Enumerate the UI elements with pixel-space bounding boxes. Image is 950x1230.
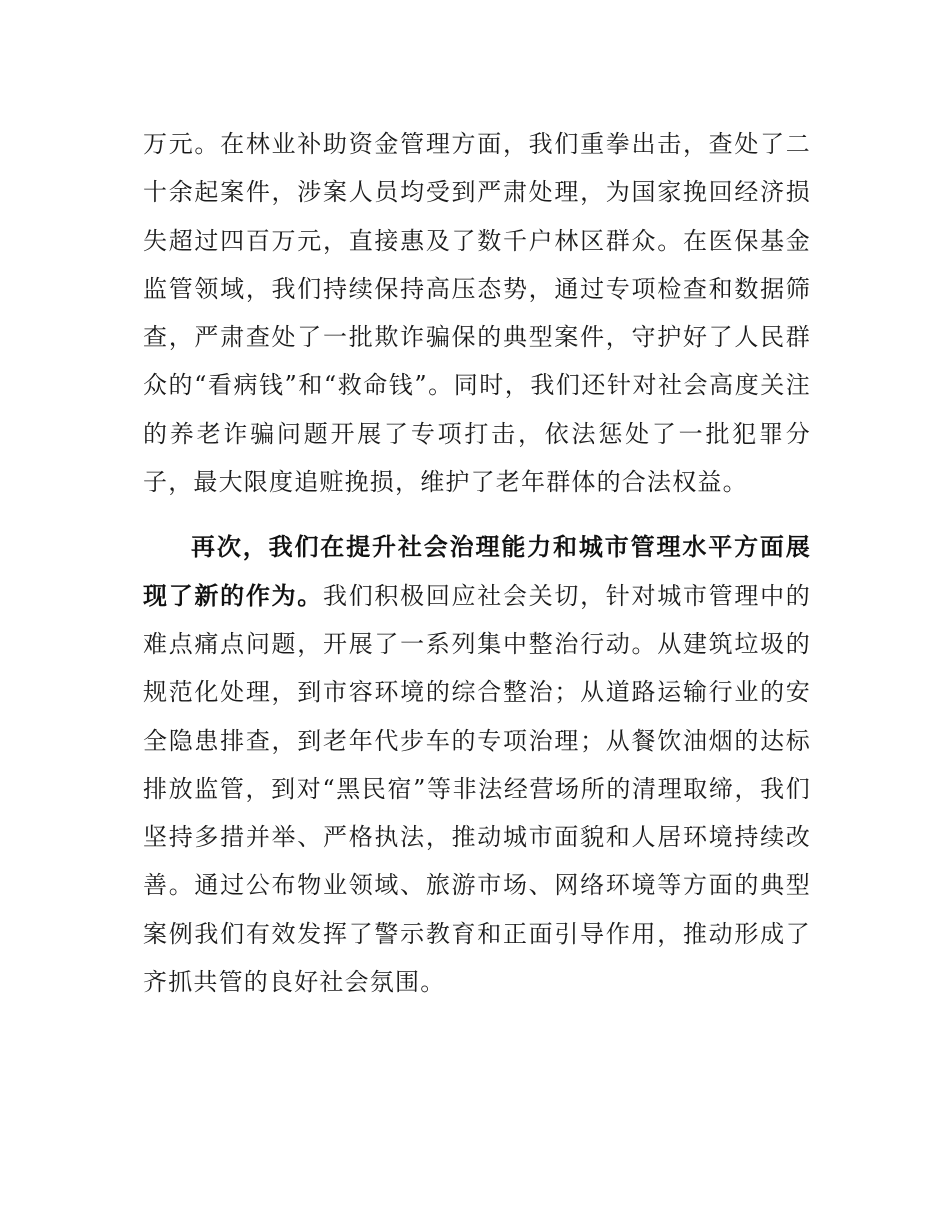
paragraph-2 <box>143 523 811 1006</box>
paragraph-spacer <box>143 506 811 523</box>
paragraph-1 <box>143 120 811 506</box>
paragraph-2-lead-sentence: 再次，我们在提升社会治理能力和城市管理水平方面展现了新的作为。 <box>143 533 811 610</box>
document-body <box>143 120 811 1006</box>
paragraph-1-text: 万元。在林业补助资金管理方面，我们重拳出击，查处了二十余起案件，涉案人员均受到严肃处理，为国家挽回经济损失超过四百万元，直接惠及了数千户林区群众。在医保基金监管领域，我们持续保持高压态势，通过专项检查和数据筛查，严肃查处了一批欺诈骗保的典型案件，守护好了人民群众的“看病钱”和“救命钱”。同时，我们还针对社会高度关注的养老诈骗问题开展了专项打击，依法惩处了一批犯罪分子，最大限度追赃挽损，维护了老年群体的合法权益。 <box>143 130 811 497</box>
paragraph-2-text: 我们积极回应社会关切，针对城市管理中的难点痛点问题，开展了一系列集中整治行动。从建筑垃圾的规范化处理，到市容环境的综合整治；从道路运输行业的安全隐患排查，到老年代步车的专项治理；从餐饮油烟的达标排放监管，到对“黑民宿”等非法经营场所的清理取缔，我们坚持多措并举、严格执法，推动城市面貌和人居环境持续改善。通过公布物业领域、旅游市场、网络环境等方面的典型案例我们有效发挥了警示教育和正面引导作用，推动形成了齐抓共管的良好社会氛围。 <box>143 581 811 997</box>
